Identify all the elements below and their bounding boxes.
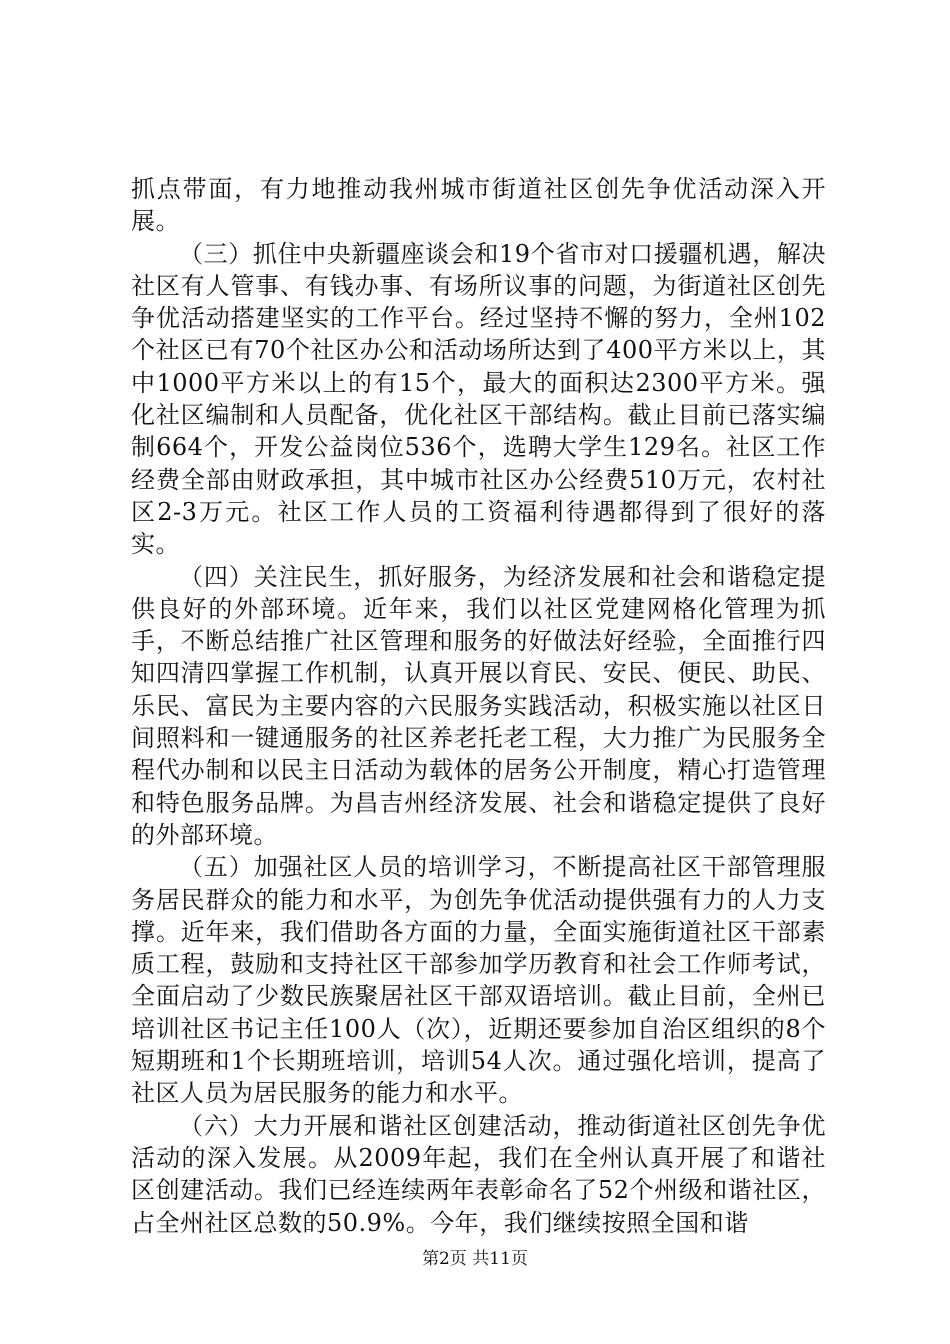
paragraph-section-4: （四）关注民生，抓好服务，为经济发展和社会和谐稳定提供良好的外部环境。近年来，我们以社区党建网格化管理为抓手，不断总结推广社区管理和服务的好做法好经验，全面推行四知四清四掌握工作机制，认真开展以育民、安民、便民、助民、乐民、富民为主要内容的六民服务实践活动，积极实施以社区日间照料和一键通服务的社区养老托老工程，大力推广为民服务全程代办制和以民主日活动为载体的居务公开制度，精心打造管理和特色服务品牌。为昌吉州经济发展、社会和谐稳定提供了良好的外部环境。: [131, 562, 826, 849]
document-body: [131, 173, 826, 1239]
paragraph-section-6: （六）大力开展和谐社区创建活动，推动街道社区创先争优活动的深入发展。从2009年起，我们在全州认真开展了和谐社区创建活动。我们已经连续两年表彰命名了52个州级和谐社区，占全州社区总数的50.9%。今年，我们继续按照全国和谐: [131, 1111, 826, 1237]
paragraph-section-5: （五）加强社区人员的培训学习，不断提高社区干部管理服务居民群众的能力和水平，为创先争优活动提供强有力的人力支撑。近年来，我们借助各方面的力量，全面实施街道社区干部素质工程，鼓励和支持社区干部参加学历教育和社会工作师考试，全面启动了少数民族聚居社区干部双语培训。截止目前，全州已培训社区书记主任100人（次），近期还要参加自治区组织的8个短期班和1个长期班培训，培训54人次。通过强化培训，提高了社区人员为居民服务的能力和水平。: [131, 853, 826, 1108]
page-number-footer: 第2页 共11页: [422, 1249, 528, 1269]
paragraph-section-3: （三）抓住中央新疆座谈会和19个省市对口援疆机遇，解决社区有人管事、有钱办事、有场所议事的问题，为街道社区创先争优活动搭建坚实的工作平台。经过坚持不懈的努力，全州102个社区已有70个社区办公和活动场所达到了400平方米以上，其中1000平方米以上的有15个，最大的面积达2300平方米。强化社区编制和人员配备，优化社区干部结构。截止目前已落实编制664个，开发公益岗位536个，选聘大学生129名。社区工作经费全部由财政承担，其中城市社区办公经费510万元，农村社区2-3万元。社区工作人员的工资福利待遇都得到了很好的落实。: [131, 239, 826, 559]
paragraph-continuation: 抓点带面，有力地推动我州城市街道社区创先争优活动深入开展。: [131, 175, 826, 236]
